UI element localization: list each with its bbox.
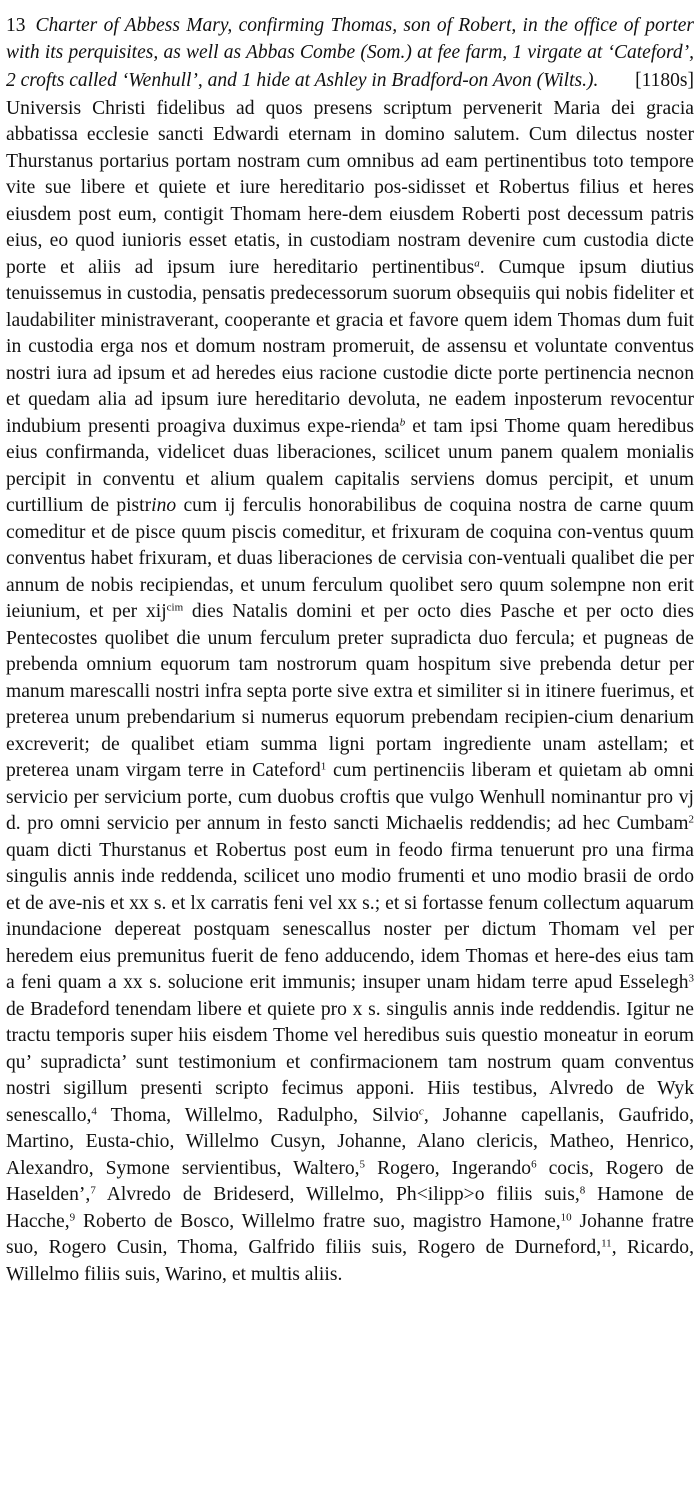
text-segment: , Ricardo, Willelmo filiis suis, Warino, et multis aliis. [6,1237,694,1285]
text-segment: Universis Christi fidelibus ad quos presens scriptum pervenerit Maria dei gracia abbatissa ecclesie sancti Edwardi eternam in domino salutem. Cum dilectus noster Thurstanus portarius portam nostram cum omnibus ad eam pertinentibus toto tempore vite sue libere et quiete et iure hereditario pos-sidisset et Robertus filius et heres eiusdem post eum, contigit Thomam here-dem eiusdem Roberti post decessum patris eius, eo quod iunioris esset etatis, in custodiam nostram devenire cum custodia dicte porte et aliis ad ipsum iure hereditario pertinentibus [6,97,694,278]
text-segment: Hamone de Hacche, [6,1184,694,1232]
text-segment: dies Natalis domini et per octo dies Pasche et per octo dies Pentecostes quolibet die unum ferculum preter supradicta duo fercula; et pugneas de prebenda omnium equorum tam nostrorum quam hospitum sive prebenda detur per manum marescalli nostri infra septa porte sive extra et similiter si in itinere fuerimus, et preterea unum prebendarium si numerus equorum prebendam recipien-cium denarium excreverit; de qualibet etiam summa ligni portam ingrediente unam astellam; et preterea unam virgam terre in Cateford [6,601,694,782]
text-segment: Alvredo de Brideserd, Willelmo, Ph<ilipp>o filiis suis, [95,1184,580,1206]
text-segment: Roberto de Bosco, Willelmo fratre suo, magistro Hamone, [75,1210,561,1232]
charter-heading [6,12,694,94]
footnote-number: 11 [601,1237,612,1250]
footnote-number: 2 [688,813,694,826]
charter-text [6,96,694,1289]
document-page [6,12,694,1288]
footnote-number: 6 [531,1158,537,1171]
text-segment: Thoma, Willelmo, Radulpho, Silvio [96,1104,419,1126]
text-segment: et tam ipsi Thome quam heredibus eius confirmanda, videlicet duas liberaciones, scilicet unum panem qualem monialis percipit in conventu et alium qualem capitalis serviens domus percipit, et unum curtillium de pistr [6,415,694,517]
superscript-abbreviation: cim [166,601,184,614]
footnote-number: 9 [69,1211,76,1224]
footnote-marker: c [418,1105,424,1118]
footnote-number: 8 [579,1184,586,1197]
footnote-number: 10 [560,1211,572,1224]
text-segment: Johanne fratre suo, Rogero Cusin, Thoma, Galfrido filiis suis, Rogero de Durneford, [6,1210,694,1259]
footnote-marker: a [474,257,480,270]
text-segment: . Cumque ipsum diutius tenuissemus in custodia, pensatis predecessorum suorum obsequiis qui nobis fideliter et laudabiliter ministraverant, cooperante et gracia et favore quem idem Thomas dum fuit in custodia erga nos et domum nostram promeruit, de assensu et voluntate conventus nostri iura ad ipsum et ad heredes eius racione custodie dicte porte pertinencia necnon et quedam alia ad ipsum iure hereditario devoluta, ne eadem inposterum revocentur indubium presenti proagiva duximus expe-rienda [6,256,694,437]
italic-expansion: ino [151,495,177,517]
text-segment: quam dicti Thurstanus et Robertus post eum in feodo firma tenuerunt pro una firma singulis annis inde reddenda, scilicet uno modio frumenti et uno modio brasii de ordo et de ave-nis et xx s. et lx carratis feni vel xx s.; et si fortasse fenum collectum aquarum inundacione depereat postquam senescallus noster per dictum Thomam vel per heredem eius premunitus fuerit de feno adducendo, idem Thomas et here-des eius tam a feni quam a xx s. solucione erit immunis; insuper unam hidam terre apud Esselegh [6,839,694,994]
text-segment: cocis, Rogero de Haselden’, [6,1157,694,1206]
footnote-number: 1 [320,760,327,773]
text-segment: Rogero, Ingerando [365,1157,532,1179]
footnote-number: 3 [688,972,694,985]
charter-date: [1180s] [635,69,694,91]
charter-title: Charter of Abbess Mary, confirming Thomas, son of Robert, in the office of porter with its perquisites, as well as Abbas Combe (Som.) at fee farm, 1 virgate at ‘Cateford’, 2 crofts called ‘Wenhull’, and 1 hide at Ashley in Bradford-on Avon (Wilts.). [6,15,694,91]
text-segment: cum pertinenciis liberam et quietam ab omni servicio per servicium porte, cum duobus croftis que vulgo Wenhull nominantur pro vj d. pro omni servicio per annum in festo sancti Michaelis reddendis; ad hec Cumbam [6,760,694,835]
footnote-number: 5 [359,1158,366,1171]
charter-number: 13 [6,15,26,36]
text-segment: de Bradeford tenendam libere et quiete pro x s. singulis annis inde reddendis. Igitur ne tractu temporis super hiis eisdem Thome vel heredibus suis questio moneatur in eorum qu’ supradicta’ sunt testimonium et confirmacionem tam nostrum quam conventus nostri sigillum presenti scripto fecimus apponi. Hiis testibus, Alvredo de Wyk senescallo, [6,998,694,1126]
text-segment: , Johanne capellanis, Gaufrido, Martino, Eusta-chio, Willelmo Cusyn, Johanne, Alano clericis, Matheo, Henrico, Alexandro, Symone servientibus, Waltero, [6,1104,694,1179]
footnote-number: 7 [90,1184,96,1197]
footnote-number: 4 [91,1105,97,1118]
text-segment: cum ij ferculis honorabilibus de coquina nostra de carne quum comeditur et de pisce quum piscis comeditur, et frixuram de coquina con-ventus quum conventus habet frixuram, et duas liberaciones de cervisia con-ventuali qualibet die per annum de nobis recipiendas, et unum ferculum quolibet sero quum solempne non erit ieiunium, et per xij [6,495,694,623]
footnote-marker: b [399,416,406,429]
